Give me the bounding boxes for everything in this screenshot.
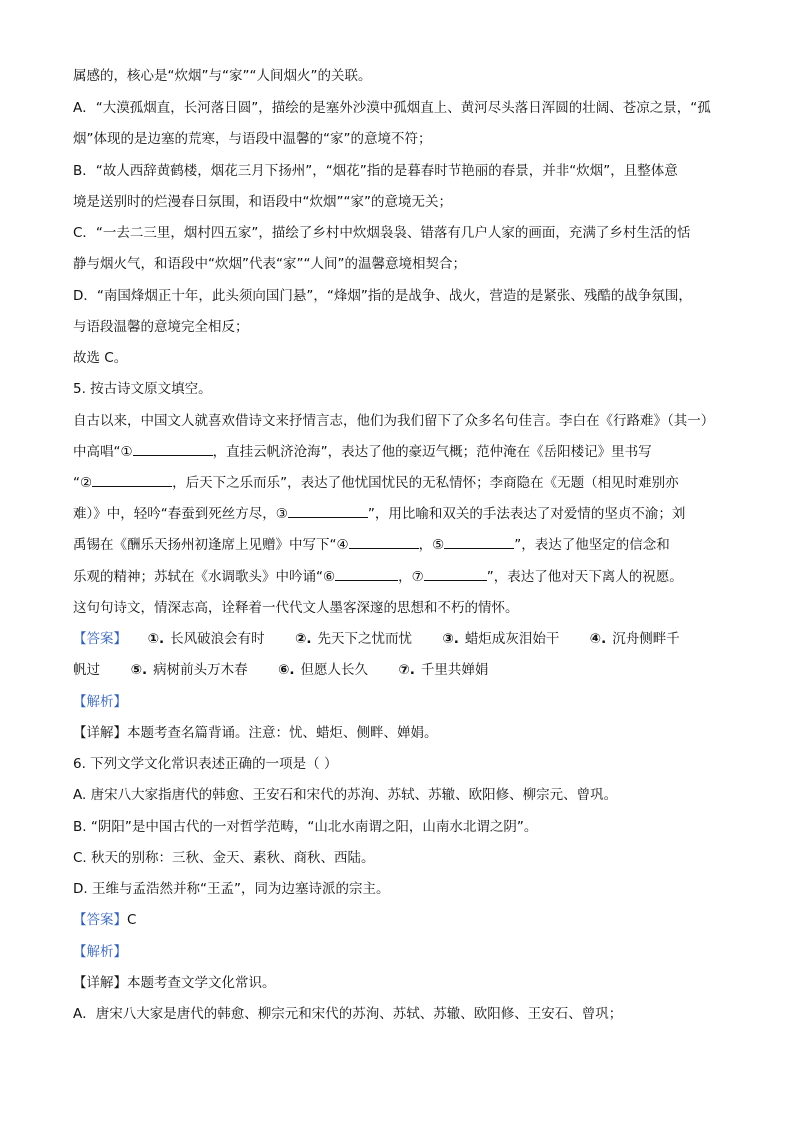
option-d-explain-cont: 与语段温馨的意境完全相反； xyxy=(73,319,249,335)
question-5-paragraph-line3 xyxy=(73,471,754,495)
answer-label: 【答案】 xyxy=(73,912,127,928)
text-segment: 中高唱“① xyxy=(73,444,133,460)
text-segment: ，⑤ xyxy=(418,537,445,553)
answer-item-7 xyxy=(398,662,488,678)
blank-3[interactable] xyxy=(288,502,368,518)
text-segment: 难）》中，轻吟“春蚕到死丝方尽，③ xyxy=(73,506,288,522)
blank-1[interactable] xyxy=(133,440,213,456)
question-5-paragraph: 自古以来，中国文人就喜欢借诗文来抒情言志，他们为我们留下了众多名句佳言。李白在《行路难》（其一） xyxy=(73,413,715,429)
answer-text: 病树前头万木春 xyxy=(153,662,248,678)
answer-value: C xyxy=(127,912,137,928)
answer-item-1 xyxy=(148,631,265,647)
question-6-answer-row xyxy=(73,908,754,932)
option-c-explain: C．“一去二三里，烟村四五家”，描绘了乡村中炊烟袅袅、错落有几户人家的画面，充满了乡村生活的恬 xyxy=(73,225,691,241)
answer-label: 【答案】 xyxy=(73,631,127,647)
option-a-explain-cont: 烟”体现的是边塞的荒寒，与语段中温馨的“家”的意境不符； xyxy=(73,131,432,147)
blank-7[interactable] xyxy=(424,565,487,581)
blank-6[interactable] xyxy=(335,565,398,581)
text-segment: ”，表达了他对天下离人的祝愿。 xyxy=(486,569,683,585)
question-6-option-b: B. “阴阳”是中国古代的一对哲学范畴，“山北水南谓之阳，山南水北谓之阴”。 xyxy=(73,819,538,835)
question-6-title: 6. 下列文学文化常识表述正确的一项是（ ） xyxy=(73,756,338,772)
option-b-explain: B．“故人西辞黄鹤楼，烟花三月下扬州”，“烟花”指的是暮春时节艳丽的春景，并非“炊烟”，且整体意 xyxy=(73,163,678,179)
answer-text: 但愿人长久 xyxy=(300,662,369,678)
question-6-option-c: C. 秋天的别称：三秋、金天、素秋、商秋、西陆。 xyxy=(73,850,375,866)
question-6-option-d: D. 王维与孟浩然并称“王孟”，同为边塞诗派的宗主。 xyxy=(73,881,390,897)
text-segment: 禹锡在《酬乐天扬州初逢席上见赠》中写下“④ xyxy=(73,537,349,553)
answer-number: ⑤. xyxy=(130,662,148,678)
blank-2[interactable] xyxy=(92,471,172,487)
question-5-paragraph-line2 xyxy=(73,440,754,464)
option-b-explain-cont: 境是送别时的烂漫春日氛围，和语段中“炊烟”“家”的意境无关； xyxy=(73,194,452,210)
answer-text: 先天下之忧而忧 xyxy=(317,631,413,647)
question-5-paragraph-line7: 这句句诗文，情深志高，诠释着一代代文人墨客深邃的思想和不朽的情怀。 xyxy=(73,600,519,616)
paragraph-line: 属感的，核心是“炊烟”与“家”“人间烟火”的关联。 xyxy=(73,68,372,84)
analysis-label: 【解析】 xyxy=(73,944,127,960)
analysis-label: 【解析】 xyxy=(73,694,127,710)
answer-continuation: 帆过 xyxy=(73,662,100,678)
answer-text: 千里共婵娟 xyxy=(420,662,489,678)
text-segment: ，直挂云帆济沧海”，表达了他的豪迈气概；范仲淹在《岳阳楼记》里书写 xyxy=(212,444,652,460)
question-5-answer-row xyxy=(73,627,754,651)
answer-number: ④. xyxy=(589,631,607,647)
blank-4[interactable] xyxy=(349,533,419,549)
choice-conclusion: 故选 C。 xyxy=(73,350,128,366)
question-5-paragraph-line6 xyxy=(73,565,754,589)
text-segment: “② xyxy=(73,475,93,491)
answer-number: ⑦. xyxy=(398,662,415,678)
answer-item-2 xyxy=(295,631,412,647)
blank-5[interactable] xyxy=(444,533,514,549)
text-segment: ”，表达了他坚定的信念和 xyxy=(514,537,670,553)
question-5-answer-row-2 xyxy=(73,658,754,682)
answer-item-5 xyxy=(131,662,248,678)
answer-number: ⑥. xyxy=(277,662,295,678)
question-5-paragraph-line5 xyxy=(73,533,754,557)
text-segment: 乐观的精神；苏轼在《水调歌头》中吟诵“⑥ xyxy=(73,569,336,585)
answer-number: ①. xyxy=(147,631,165,647)
question-5-title: 5. 按古诗文原文填空。 xyxy=(73,381,212,397)
answer-item-6 xyxy=(278,662,368,678)
answer-text: 长风破浪会有时 xyxy=(170,631,265,647)
option-c-explain-cont: 静与烟火气，和语段中“炊烟”代表“家”“人间”的温馨意境相契合； xyxy=(73,256,466,272)
answer-number: ③. xyxy=(442,631,459,647)
text-segment: ，后天下之乐而乐”，表达了他忧国忧民的无私情怀；李商隐在《无题（相见时难别亦 xyxy=(172,475,679,491)
question-5-detail: 【详解】本题考查名篇背诵。注意：忧、蜡炬、侧畔、婵娟。 xyxy=(73,725,438,741)
question-6-option-a: A. 唐宋八大家指唐代的韩愈、王安石和宋代的苏洵、苏轼、苏辙、欧阳修、柳宗元、曾巩。 xyxy=(73,787,618,803)
answer-item-4 xyxy=(590,631,680,647)
text-segment: ，⑦ xyxy=(398,569,424,585)
option-d-explain: D．“南国烽烟正十年，此头须向国门悬”，“烽烟”指的是战争、战火，营造的是紧张、残酷的战争氛围， xyxy=(73,288,692,304)
answer-text: 蜡炬成灰泪始干 xyxy=(464,631,560,647)
answer-text: 沉舟侧畔千 xyxy=(612,631,680,647)
question-5-paragraph-line4 xyxy=(73,502,754,526)
answer-number: ②. xyxy=(294,631,312,647)
option-a-explain: A．“大漠孤烟直，长河落日圆”，描绘的是塞外沙漠中孤烟直上、黄河尽头落日浑圆的壮阔、苍凉之景，“孤 xyxy=(73,100,711,116)
question-6-detail: 【详解】本题考查文学文化常识。 xyxy=(73,975,276,991)
answer-item-3 xyxy=(442,631,559,647)
question-6-explain-a: A．唐宋八大家是唐代的韩愈、柳宗元和宋代的苏洵、苏轼、苏辙、欧阳修、王安石、曾巩； xyxy=(73,1006,623,1022)
text-segment: ”，用比喻和双关的手法表达了对爱情的坚贞不渝；刘 xyxy=(367,506,686,522)
